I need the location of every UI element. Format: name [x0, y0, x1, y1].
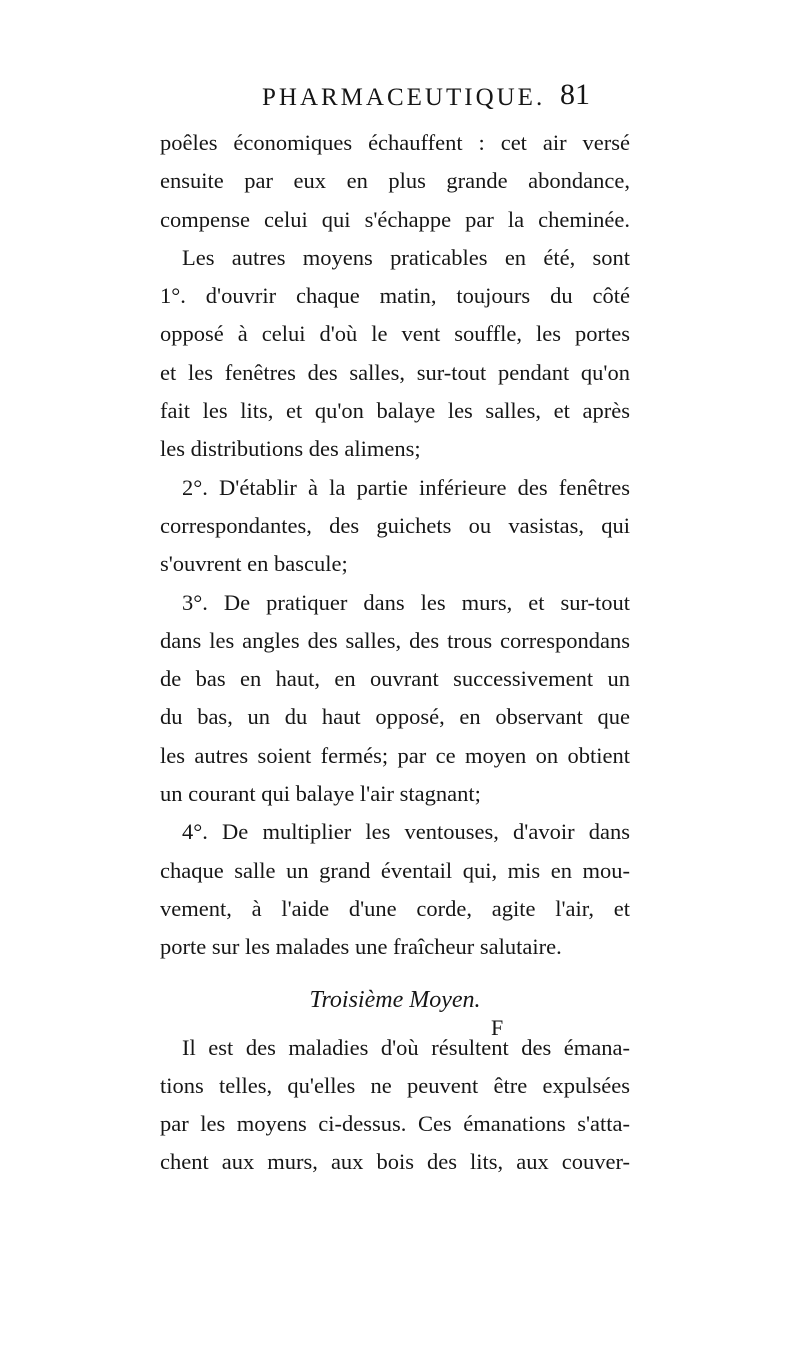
text-line: Il est des maladies d'où résultent des émana-: [182, 1034, 630, 1060]
text-line: 2°. D'établir à la partie inférieure des fenêtres: [182, 474, 630, 500]
text-line: opposé à celui d'où le vent souffle, les portes: [160, 321, 630, 347]
text-line: compense celui qui s'échappe par la cheminée.: [160, 206, 630, 232]
running-title: PHARMACEUTIQUE.: [262, 84, 546, 111]
running-head: [0, 78, 800, 124]
text-line: les autres soient fermés; par ce moyen on obtient: [160, 742, 630, 768]
body-text: [160, 124, 630, 1182]
text-line: fait les lits, et qu'on balaye les salles, et après: [160, 398, 630, 424]
text-line: correspondantes, des guichets ou vasistas, qui: [160, 512, 630, 538]
text-line: 4°. De multiplier les ventouses, d'avoir dans: [182, 819, 630, 845]
text-line: par les moyens ci-dessus. Ces émanations s'atta-: [160, 1111, 630, 1137]
text-line: s'ouvrent en bascule;: [160, 551, 348, 577]
text-line: poêles économiques échauffent : cet air versé: [160, 130, 630, 155]
text-line: tions telles, qu'elles ne peuvent être expulsées: [160, 1072, 630, 1098]
text-line: 1°. d'ouvrir chaque matin, toujours du côté: [160, 283, 630, 309]
section-heading: Troisième Moyen.: [309, 986, 481, 1013]
text-line: chent aux murs, aux bois des lits, aux couver-: [160, 1149, 630, 1175]
text-line: porte sur les malades une fraîcheur salutaire.: [160, 934, 562, 960]
text-line: les distributions des alimens;: [160, 436, 421, 462]
text-line: ensuite par eux en plus grande abondance,: [160, 168, 630, 194]
text-line: du bas, un du haut opposé, en observant que: [160, 704, 630, 730]
text-line: chaque salle un grand éventail qui, mis en mou-: [160, 857, 630, 883]
page-number: 81: [560, 78, 590, 111]
text-line: Les autres moyens praticables en été, sont: [182, 244, 630, 270]
text-line: un courant qui balaye l'air stagnant;: [160, 781, 481, 807]
text-line: 3°. De pratiquer dans les murs, et sur-tout: [182, 589, 630, 615]
signature-mark: F: [491, 1015, 504, 1040]
text-line: et les fenêtres des salles, sur-tout pendant qu'on: [160, 359, 630, 385]
text-line: vement, à l'aide d'une corde, agite l'air, et: [160, 895, 630, 921]
text-line: de bas en haut, en ouvrant successivement un: [160, 666, 630, 692]
text-line: dans les angles des salles, des trous correspondans: [160, 627, 630, 653]
